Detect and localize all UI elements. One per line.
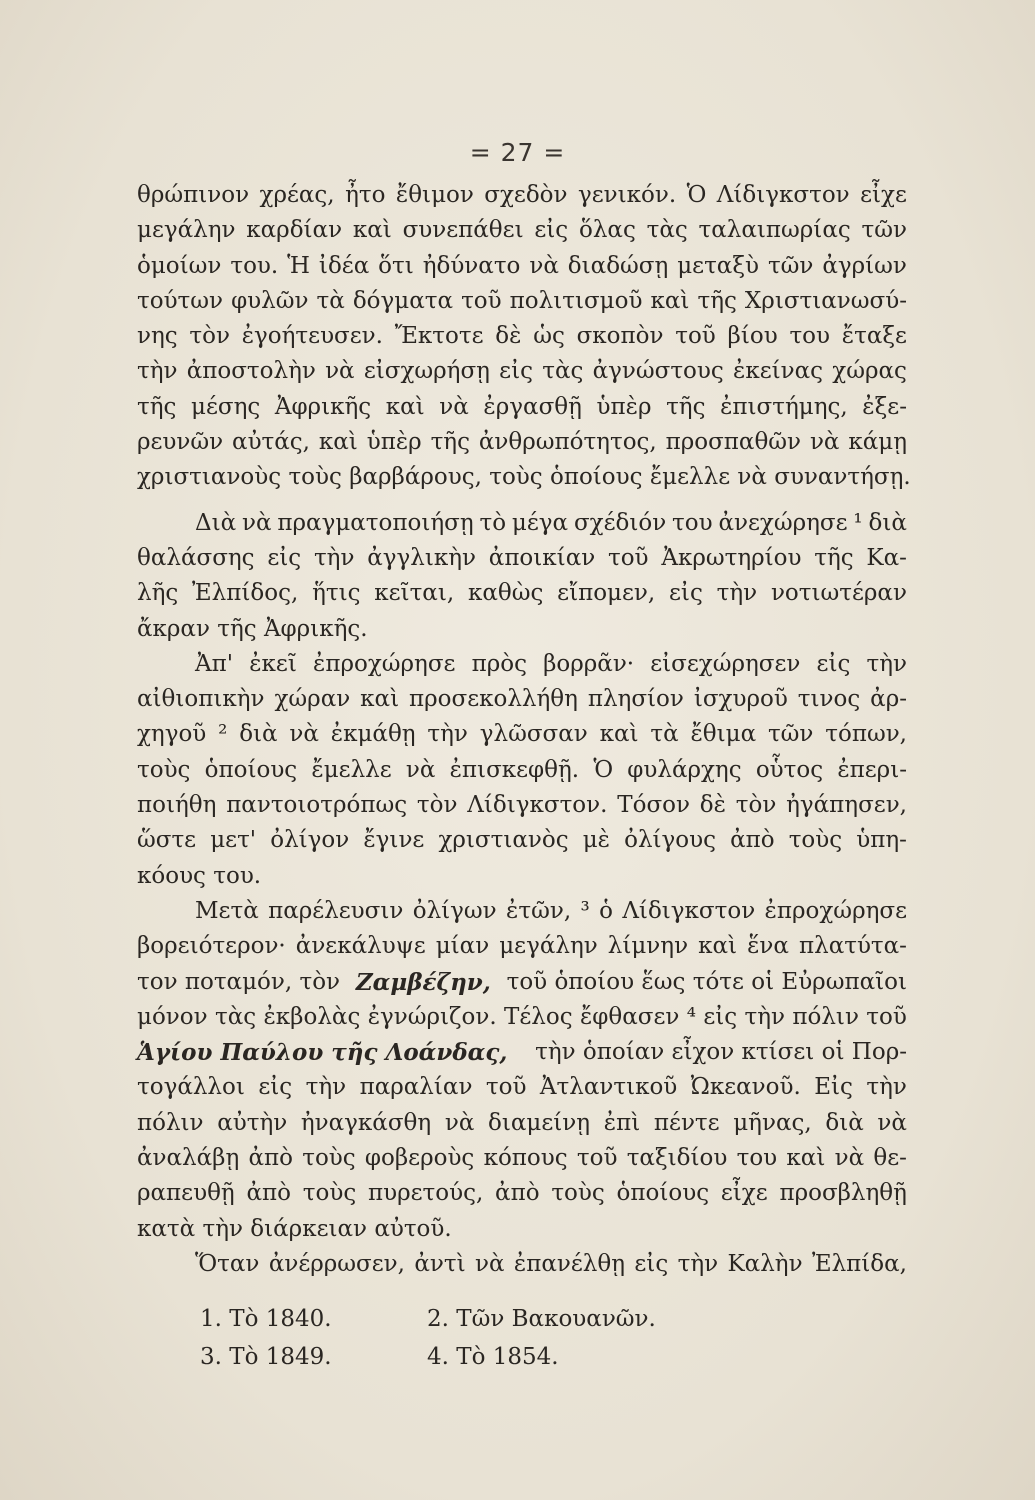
text-line: τούτων φυλῶν τὰ δόγματα τοῦ πολιτισμοῦ καὶ τῆς Χριστιανωσύ- <box>137 287 907 314</box>
text-line: λῆς Ἐλπίδος, ἥτις κεῖται, καθὼς εἴπομεν, εἰς τὴν νοτιωτέραν <box>137 580 907 607</box>
text-segment: τον ποταμόν, τὸν <box>137 968 341 995</box>
text-line: ρευνῶν αὐτάς, καὶ ὑπὲρ τῆς ἀνθρωπότητος, προσπαθῶν νὰ κάμῃ <box>137 429 907 456</box>
text-line: νης τὸν ἐγοήτευσεν. Ἔκτοτε δὲ ὡς σκοπὸν τοῦ βίου του ἔταξε <box>137 323 907 350</box>
text-line: ἄκραν τῆς Ἀφρικῆς. <box>137 615 368 642</box>
footnote-row <box>200 1300 656 1338</box>
text-line <box>137 965 907 1000</box>
text-line: ὥστε μετ' ὀλίγον ἔγινε χριστιανὸς μὲ ὀλίγους ἀπὸ τοὺς ὑπη- <box>137 827 907 854</box>
text-line: χηγοῦ ² διὰ νὰ ἐκμάθῃ τὴν γλῶσσαν καὶ τὰ ἔθιμα τῶν τόπων, <box>137 721 907 748</box>
footnote-4: 4. Τὸ 1854. <box>427 1344 559 1370</box>
text-line <box>137 1035 907 1070</box>
text-line: μόνον τὰς ἐκβολὰς ἐγνώριζον. Τέλος ἔφθασεν ⁴ εἰς τὴν πόλιν τοῦ <box>137 1003 907 1030</box>
city-name-emphasis: Ἁγίου Παύλου τῆς Λοάνδας, <box>137 1039 508 1067</box>
text-line: μεγάλην καρδίαν καὶ συνεπάθει εἰς ὅλας τὰς ταλαιπωρίας τῶν <box>137 217 907 244</box>
text-line: Διὰ νὰ πραγματοποιήσῃ τὸ μέγα σχέδιόν του ἀνεχώρησε ¹ διὰ <box>195 509 907 536</box>
text-segment: τοῦ ὁποίου ἕως τότε οἱ Εὐρωπαῖοι <box>506 968 907 995</box>
body-text <box>137 178 911 1282</box>
text-line: Ἀπ' ἐκεῖ ἐπροχώρησε πρὸς βορρᾶν· εἰσεχώρησεν εἰς τὴν <box>195 650 907 677</box>
text-line: κατὰ τὴν διάρκειαν αὐτοῦ. <box>137 1215 452 1242</box>
river-name-emphasis: Ζαμβέζην, <box>355 968 491 996</box>
text-line: τοὺς ὁποίους ἔμελλε νὰ ἐπισκεφθῇ. Ὁ φυλάρχης οὗτος ἐπερι- <box>137 756 907 783</box>
text-line: κόους του. <box>137 862 262 889</box>
text-line: τὴν ἀποστολὴν νὰ εἰσχωρήσῃ εἰς τὰς ἀγνώστους ἐκείνας χώρας <box>137 358 907 385</box>
text-line: τῆς μέσης Ἀφρικῆς καὶ νὰ ἐργασθῇ ὑπὲρ τῆς ἐπιστήμης, ἐξε- <box>137 393 907 420</box>
page-number: = 27 = <box>469 138 566 167</box>
text-line: χριστιανοὺς τοὺς βαρβάρους, τοὺς ὁποίους ἔμελλε νὰ συναντήσῃ. <box>137 464 911 491</box>
text-line: Μετὰ παρέλευσιν ὀλίγων ἐτῶν, ³ ὁ Λίδιγκστον ἐπροχώρησε <box>195 897 907 924</box>
text-segment: τὴν ὁποίαν εἶχον κτίσει οἱ Πορ- <box>535 1039 907 1066</box>
text-line: ὁμοίων του. Ἡ ἰδέα ὅτι ἠδύνατο νὰ διαδώσῃ μεταξὺ τῶν ἀγρίων <box>137 252 907 279</box>
footnote-row <box>200 1338 656 1376</box>
text-line: τογάλλοι εἰς τὴν παραλίαν τοῦ Ἀτλαντικοῦ Ὠκεανοῦ. Εἰς τὴν <box>137 1074 907 1101</box>
footnotes <box>200 1300 656 1376</box>
text-line: αἰθιοπικὴν χώραν καὶ προσεκολλήθη πλησίον ἰσχυροῦ τινος ἀρ- <box>137 686 907 713</box>
text-line: Ὅταν ἀνέρρωσεν, ἀντὶ νὰ ἐπανέλθῃ εἰς τὴν Καλὴν Ἐλπίδα, <box>195 1250 907 1277</box>
text-line: πόλιν αὐτὴν ἠναγκάσθη νὰ διαμείνῃ ἐπὶ πέντε μῆνας, διὰ νὰ <box>137 1109 907 1136</box>
text-line: βορειότερον· ἀνεκάλυψε μίαν μεγάλην λίμνην καὶ ἕνα πλατύτα- <box>137 933 907 960</box>
footnote-3: 3. Τὸ 1849. <box>200 1344 332 1370</box>
text-line: ποιήθη παντοιοτρόπως τὸν Λίδιγκστον. Τόσον δὲ τὸν ἠγάπησεν, <box>137 792 907 819</box>
text-line: θαλάσσης εἰς τὴν ἀγγλικὴν ἀποικίαν τοῦ Ἀκρωτηρίου τῆς Κα- <box>137 544 907 571</box>
text-line: ραπευθῇ ἀπὸ τοὺς πυρετούς, ἀπὸ τοὺς ὁποίους εἶχε προσβληθῇ <box>137 1180 907 1207</box>
footnote-2: 2. Τῶν Βακουανῶν. <box>427 1306 656 1332</box>
footnote-1: 1. Τὸ 1840. <box>200 1306 332 1332</box>
text-line: θρώπινον χρέας, ἦτο ἔθιμον σχεδὸν γενικόν. Ὁ Λίδιγκστον εἶχε <box>137 182 907 208</box>
text-line: ἀναλάβῃ ἀπὸ τοὺς φοβεροὺς κόπους τοῦ ταξιδίου του καὶ νὰ θε- <box>137 1145 907 1172</box>
